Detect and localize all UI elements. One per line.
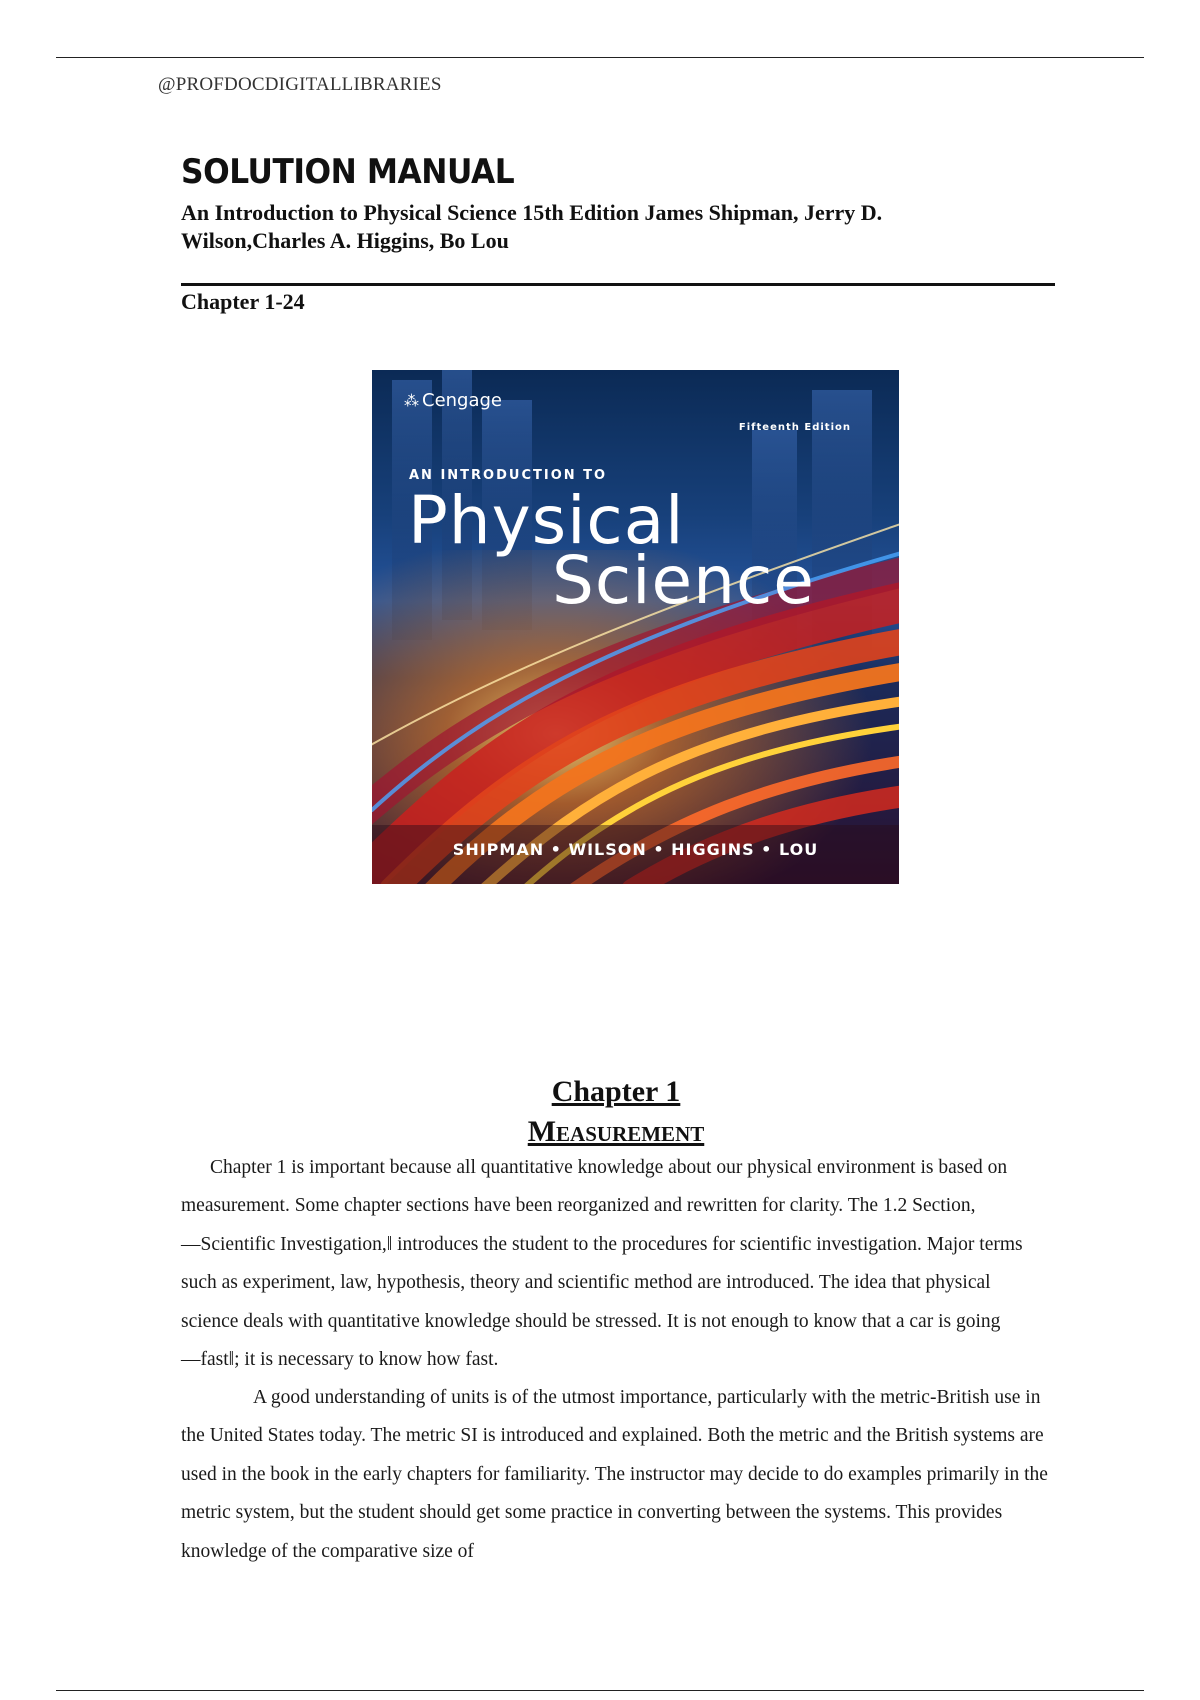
cover-title-word-1: Physical [408, 482, 685, 559]
watermark-text: @PROFDOCDIGITALLIBRARIES [158, 74, 442, 95]
cover-title-word-2: Science [552, 542, 815, 619]
chapter-heading: Chapter 1 [551, 1075, 681, 1108]
chapter-range: Chapter 1-24 [181, 289, 305, 314]
publisher-name: Cengage [422, 390, 503, 411]
chapter-subheading: Measurement [527, 1115, 705, 1148]
cover-artwork [372, 370, 899, 884]
title-rule [181, 283, 1055, 286]
document-title: SOLUTION MANUAL [181, 152, 515, 192]
cover-authors: SHIPMAN • WILSON • HIGGINS • LOU [452, 840, 819, 859]
publisher-logo: ⁂ Cengage [404, 390, 503, 411]
cover-intro: AN INTRODUCTION TO [409, 468, 608, 483]
bottom-rule [56, 1690, 1144, 1691]
book-title-line-1: An Introduction to Physical Science 15th Edition James Shipman, Jerry D. [181, 200, 883, 225]
chapter-paragraph-2: A good understanding of units is of the utmost importance, particularly with the metric-British use in the United States today. The metric SI is introduced and explained. Both the metric and the British systems are used in the book in the early chapters for familiarity. The instructor may decide to do examples primarily in the metric system, but the student should get some practice in converting between the systems. This provides knowledge of the comparative size of [181, 1387, 1048, 1562]
book-cover-image [372, 370, 899, 884]
cover-edition: Fifteenth Edition [738, 422, 851, 433]
top-rule [56, 57, 1144, 58]
chapter-paragraph-1: Chapter 1 is important because all quantitative knowledge about our physical environment is based on measurement. Some chapter sections have been reorganized and rewritten for clarity. The 1.2 Section, ―Scientific Investigation,‖ introduces the student to the procedures for scientific investigation. Major terms such as experiment, law, hypothesis, theory and scientific method are introduced. The idea that physical science deals with quantitative knowledge should be stressed. It is not enough to know that a car is going ―fast‖; it is necessary to know how fast. [181, 1157, 1023, 1371]
book-title-line-2: Wilson,Charles A. Higgins, Bo Lou [181, 228, 509, 253]
